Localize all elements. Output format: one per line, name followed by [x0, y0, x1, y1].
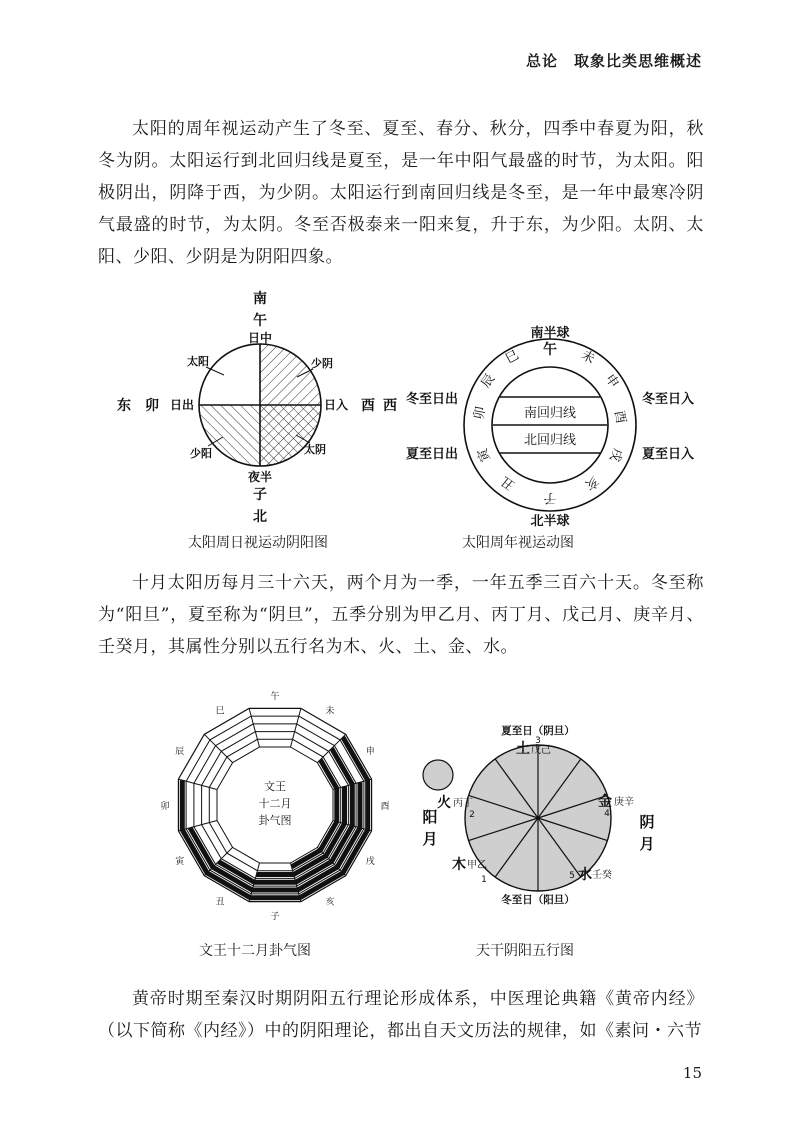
- label-earth: 土: [516, 741, 530, 757]
- label-metal-stems: 庚辛: [614, 797, 634, 808]
- ring-top-6: 酉: [610, 409, 629, 425]
- ring-top-4: 未: [578, 347, 598, 368]
- ring-bottom-3: 亥: [582, 472, 602, 493]
- label-midnight: 夜半: [247, 470, 273, 484]
- paragraph-3: 黄帝时期至秦汉时期阴阳五行理论形成体系，中医理论典籍《黄帝内经》（以下简称《内经》）中的阴阳理论，都出自天文历法的规律，如《素问・六节: [98, 989, 704, 1041]
- label-wood: 木: [452, 857, 466, 873]
- label-tropic-south: 南回归线: [523, 406, 577, 421]
- center-line-2: 十二月: [258, 797, 292, 810]
- ring-bottom-4: 戌: [606, 446, 625, 464]
- label-summer-sunrise: 夏至日出: [405, 447, 459, 462]
- label-west: 西: [383, 398, 397, 414]
- branch-label: 巳: [215, 706, 225, 717]
- label-shaoyin: 少阴: [311, 357, 333, 370]
- label-east: 东: [117, 398, 131, 414]
- fig3-caption: 文王十二月卦气图: [199, 943, 311, 959]
- label-sunrise: 日出: [169, 398, 195, 412]
- label-sunset: 日入: [323, 398, 349, 412]
- branch-label: 卯: [160, 802, 170, 812]
- label-winter-solstice: 冬至日（阳旦）: [501, 894, 575, 906]
- running-header: 总论 取象比类思维概述: [525, 52, 702, 70]
- ring-top-2: 巳: [502, 347, 522, 368]
- label-shaoyang: 少阳: [190, 447, 212, 460]
- num-4: 4: [604, 809, 610, 819]
- branch-label: 午: [270, 692, 280, 702]
- label-fire: 火: [437, 795, 451, 811]
- fig2-caption: 太阳周年视运动图: [462, 535, 574, 551]
- label-yin-month: 月: [639, 835, 655, 853]
- fig4-caption: 天干阴阳五行图: [476, 943, 574, 959]
- label-taiyang: 太阳: [187, 355, 209, 368]
- branch-label: 亥: [325, 897, 335, 908]
- branch-label: 辰: [175, 747, 185, 757]
- inner-glyph-ring: [220, 772, 230, 814]
- label-summer-sunset: 夏至日入: [641, 447, 695, 462]
- branch-label: 酉: [380, 802, 390, 812]
- label-winter-sunset: 冬至日入: [641, 392, 695, 407]
- label-winter-sunrise: 冬至日出: [405, 392, 459, 407]
- label-tropic-north: 北回归线: [523, 433, 577, 448]
- label-water: 水: [578, 867, 592, 883]
- num-2: 2: [469, 810, 475, 820]
- quadrant-shaoyin: [260, 344, 321, 405]
- ring-top-1: 辰: [478, 371, 499, 391]
- ring-branches-bottom: [475, 445, 626, 505]
- label-yang-month: 月: [422, 830, 438, 848]
- label-yang: 阳: [422, 808, 438, 826]
- num-3: 3: [535, 736, 541, 746]
- label-you: 酉: [361, 398, 375, 414]
- ring-bottom-1: 丑: [498, 472, 518, 493]
- ring-top-0: 卯: [471, 405, 490, 421]
- num-5: 5: [569, 871, 575, 881]
- label-wu: 午: [253, 313, 267, 329]
- stems-five-elements-diagram: [420, 720, 670, 910]
- center-line-1: 文王: [264, 780, 286, 793]
- branch-label: 丑: [215, 897, 225, 908]
- paragraph-1: 太阳的周年视运动产生了冬至、夏至、春分、秋分，四季中春夏为阳，秋冬为阴。太阳运行到北回归线是夏至，是一年中阳气最盛的时节，为太阳。阳极阴出，阴降于西，为少阴。太阳运行到南回归线是冬至，是一年中最寒冷阴气最盛的时节，为太阴。冬至否极泰来一阳来复，升于东，为少阳。太阴、太阳、少阳、少阴是为阴阳四象。: [98, 119, 704, 267]
- ring-bottom-0: 寅: [475, 446, 494, 464]
- branch-label: 寅: [175, 857, 185, 867]
- paragraph-2: 十月太阳历每月三十六天，两个月为一季，一年五季三百六十天。冬至称为“阳旦”，夏至称为“阴旦”，五季分别为甲乙月、丙丁月、戊己月、庚辛月、壬癸月，其属性分别以五行名为木、火、土、金、水。: [98, 573, 704, 657]
- label-summer-solstice: 夏至日（阴旦）: [501, 725, 575, 737]
- label-north-hemisphere: 北半球: [530, 514, 570, 529]
- label-earth-stems: 戊己: [531, 745, 551, 756]
- center-line-3: 卦气图: [258, 814, 292, 827]
- label-mao: 卯: [145, 398, 159, 414]
- label-north: 北: [253, 509, 267, 525]
- label-noon: 日中: [247, 331, 273, 345]
- fig1-caption: 太阳周日视运动阴阳图: [188, 535, 328, 551]
- label-taiyin: 太阴: [304, 443, 326, 456]
- page-number: 15: [682, 1064, 702, 1082]
- label-fire-stems: 丙丁: [453, 798, 473, 809]
- ring-top-5: 申: [601, 371, 622, 391]
- label-metal: 金: [598, 794, 612, 810]
- label-yin: 阴: [639, 813, 655, 831]
- ring-bottom-2: 子: [543, 490, 557, 505]
- quadrant-taiyin-cross: [260, 405, 321, 466]
- label-south: 南: [253, 291, 267, 307]
- label-wood-stems: 甲乙: [467, 860, 487, 871]
- diurnal-yinyang-diagram: [110, 285, 400, 530]
- num-1: 1: [481, 875, 487, 885]
- ring-top-3: 午: [543, 342, 557, 358]
- branch-label: 未: [325, 706, 335, 717]
- label-zi: 子: [253, 487, 267, 503]
- label-south-hemisphere: 南半球: [530, 326, 570, 341]
- annual-motion-diagram: [400, 325, 700, 530]
- wenwang-hexagram-diagram: [160, 680, 390, 922]
- branch-label: 子: [270, 912, 280, 922]
- branch-label: 戌: [365, 857, 375, 867]
- label-water-stems: 壬癸: [592, 870, 612, 881]
- branch-label: 申: [365, 747, 375, 757]
- moon-circle: [423, 760, 453, 790]
